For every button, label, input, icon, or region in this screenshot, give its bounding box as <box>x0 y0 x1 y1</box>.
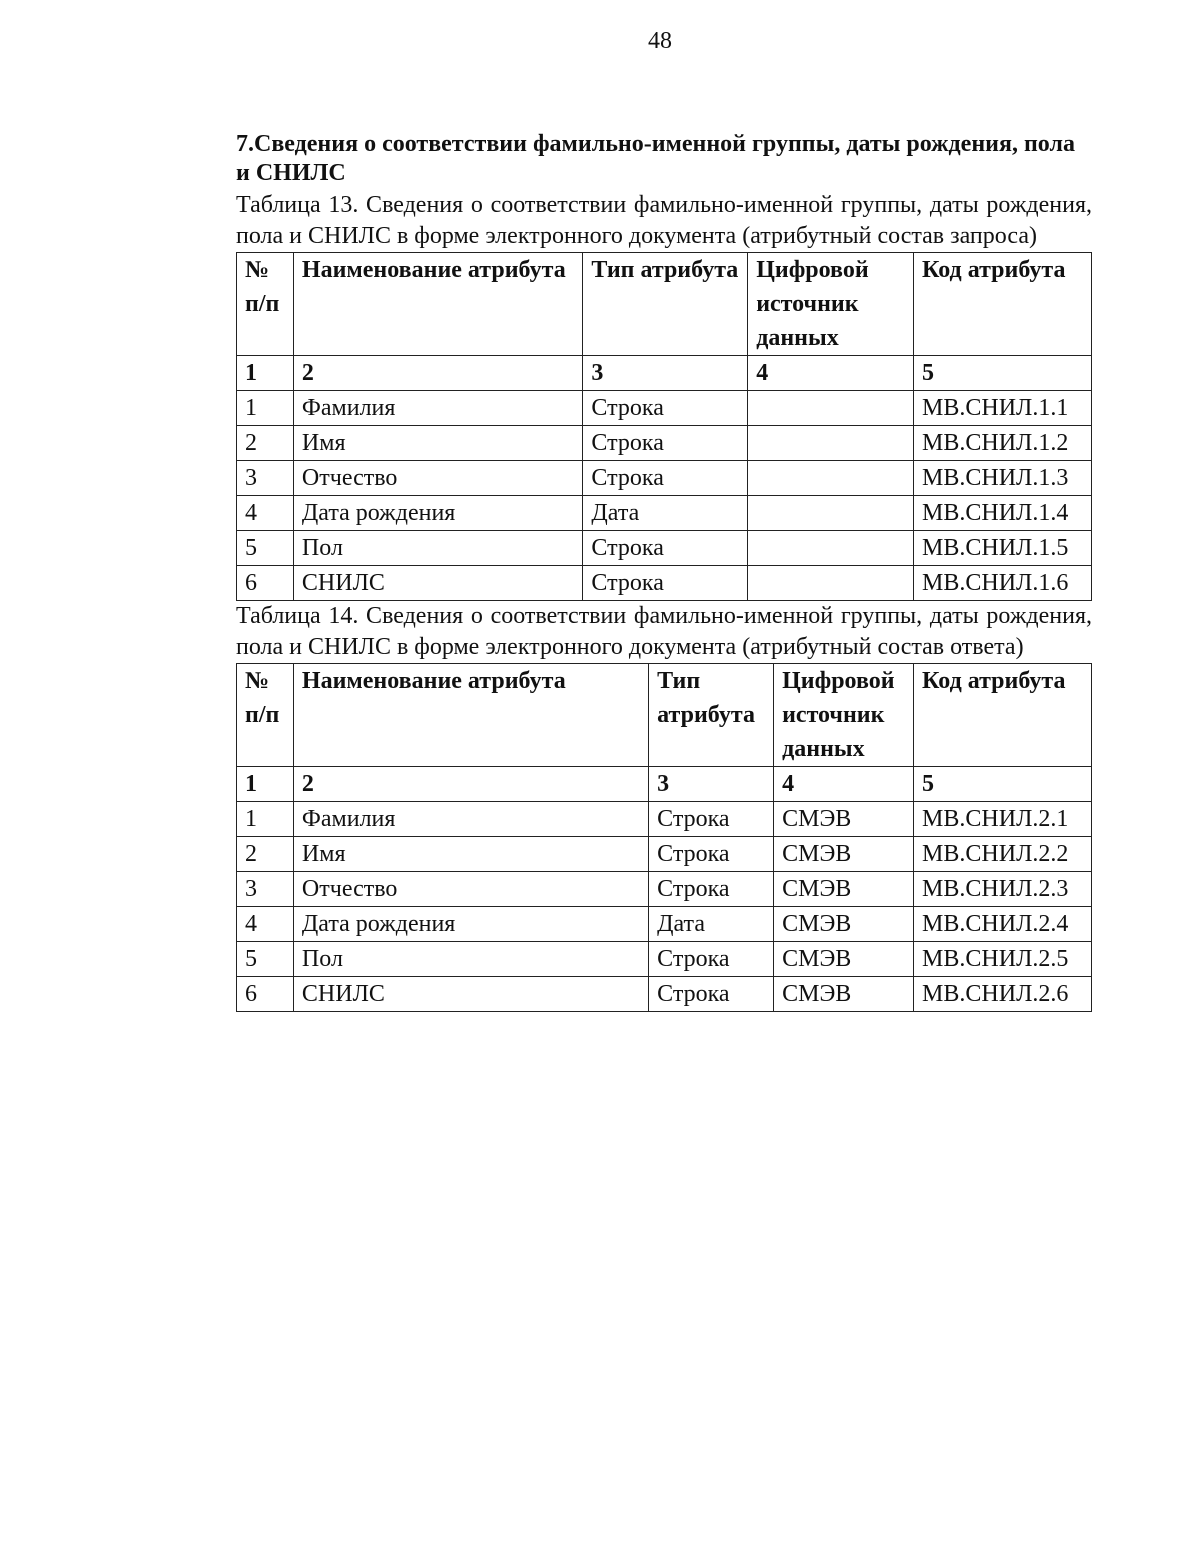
table-cell: МВ.СНИЛ.1.3 <box>914 461 1092 496</box>
column-number-cell: 4 <box>774 767 914 802</box>
column-number-cell: 5 <box>914 767 1092 802</box>
column-number-cell: 4 <box>748 356 914 391</box>
column-number-cell: 3 <box>649 767 774 802</box>
table-cell: СМЭВ <box>774 977 914 1012</box>
table-cell: Дата рождения <box>293 907 648 942</box>
table-cell: МВ.СНИЛ.2.2 <box>914 837 1092 872</box>
column-number-cell: 5 <box>914 356 1092 391</box>
section-title: 7.Сведения о соответствии фамильно-именной группы, даты рождения, пола и СНИЛС <box>236 131 1075 186</box>
table14-header-cell: № п/п <box>237 664 294 767</box>
table13 <box>236 252 1092 601</box>
table-row <box>237 977 1092 1012</box>
table-cell: 3 <box>237 872 294 907</box>
table-cell: МВ.СНИЛ.2.1 <box>914 802 1092 837</box>
table-cell: СНИЛС <box>293 977 648 1012</box>
table-cell: 1 <box>237 391 294 426</box>
table-cell: Строка <box>649 942 774 977</box>
table-cell <box>748 426 914 461</box>
table-cell: 2 <box>237 426 294 461</box>
table-cell: Строка <box>649 872 774 907</box>
table14-header-cell: Тип атрибута <box>649 664 774 767</box>
table-cell: 4 <box>237 496 294 531</box>
table-cell <box>748 461 914 496</box>
table-cell: Строка <box>583 461 748 496</box>
table13-header-row <box>237 253 1092 356</box>
table-cell: СМЭВ <box>774 872 914 907</box>
table-cell: МВ.СНИЛ.2.5 <box>914 942 1092 977</box>
table-cell: 4 <box>237 907 294 942</box>
table-row <box>237 566 1092 601</box>
table-row <box>237 942 1092 977</box>
table-cell: Имя <box>293 426 583 461</box>
table14-body <box>237 767 1092 1012</box>
table-row <box>237 907 1092 942</box>
table-cell: СМЭВ <box>774 942 914 977</box>
table13-header-cell: № п/п <box>237 253 294 356</box>
table13-body <box>237 356 1092 601</box>
document-body <box>236 130 1092 1012</box>
table-cell: Пол <box>293 531 583 566</box>
table-cell: Дата <box>649 907 774 942</box>
table-cell: Строка <box>583 391 748 426</box>
column-number-cell: 2 <box>293 767 648 802</box>
table-cell: МВ.СНИЛ.1.1 <box>914 391 1092 426</box>
table13-header-cell: Цифровой источник данных <box>748 253 914 356</box>
table14-caption: Таблица 14. Сведения о соответствии фамильно-именной группы, даты рождения, пола и СНИЛС в форме электронного документа (атрибутный состав ответа) <box>236 603 1092 660</box>
table14-header-cell: Наименование атрибута <box>293 664 648 767</box>
table-cell: Строка <box>583 426 748 461</box>
table13-header-cell: Код атрибута <box>914 253 1092 356</box>
table13-header-cell: Наименование атрибута <box>293 253 583 356</box>
table-cell: Дата <box>583 496 748 531</box>
table-row <box>237 531 1092 566</box>
column-number-cell: 3 <box>583 356 748 391</box>
table-cell: Строка <box>583 531 748 566</box>
table-cell: МВ.СНИЛ.1.6 <box>914 566 1092 601</box>
table-row <box>237 496 1092 531</box>
table13-column-number-row <box>237 356 1092 391</box>
table14-column-number-row <box>237 767 1092 802</box>
table-cell: 1 <box>237 802 294 837</box>
table-row <box>237 426 1092 461</box>
table-cell: 5 <box>237 531 294 566</box>
table-cell: Имя <box>293 837 648 872</box>
table14 <box>236 663 1092 1012</box>
table-cell: СМЭВ <box>774 907 914 942</box>
table-row <box>237 461 1092 496</box>
table-cell: СМЭВ <box>774 802 914 837</box>
table-cell: Отчество <box>293 872 648 907</box>
table-cell: МВ.СНИЛ.1.5 <box>914 531 1092 566</box>
table-cell: 2 <box>237 837 294 872</box>
table-cell: СНИЛС <box>293 566 583 601</box>
table-cell <box>748 531 914 566</box>
table-cell: Строка <box>583 566 748 601</box>
table-cell: 6 <box>237 566 294 601</box>
table-cell: МВ.СНИЛ.2.6 <box>914 977 1092 1012</box>
table-cell <box>748 391 914 426</box>
table-cell: Дата рождения <box>293 496 583 531</box>
table-cell: Строка <box>649 977 774 1012</box>
table-cell: Строка <box>649 837 774 872</box>
table-cell: Строка <box>649 802 774 837</box>
table-cell: Фамилия <box>293 802 648 837</box>
table-row <box>237 872 1092 907</box>
table-cell: 5 <box>237 942 294 977</box>
table-cell: 3 <box>237 461 294 496</box>
table14-header-cell: Код атрибута <box>914 664 1092 767</box>
table-cell: 6 <box>237 977 294 1012</box>
table-cell <box>748 566 914 601</box>
table-cell: СМЭВ <box>774 837 914 872</box>
table-row <box>237 802 1092 837</box>
table13-header-cell: Тип атрибута <box>583 253 748 356</box>
column-number-cell: 1 <box>237 767 294 802</box>
table-cell: Отчество <box>293 461 583 496</box>
table-cell: МВ.СНИЛ.1.2 <box>914 426 1092 461</box>
table-cell: МВ.СНИЛ.2.4 <box>914 907 1092 942</box>
table13-caption: Таблица 13. Сведения о соответствии фамильно-именной группы, даты рождения, пола и СНИЛС в форме электронного документа (атрибутный состав запроса) <box>236 192 1092 249</box>
table-cell <box>748 496 914 531</box>
table14-header-cell: Цифровой источник данных <box>774 664 914 767</box>
column-number-cell: 2 <box>293 356 583 391</box>
column-number-cell: 1 <box>237 356 294 391</box>
table-cell: МВ.СНИЛ.2.3 <box>914 872 1092 907</box>
table-cell: Фамилия <box>293 391 583 426</box>
table-row <box>237 391 1092 426</box>
table-row <box>237 837 1092 872</box>
table-cell: Пол <box>293 942 648 977</box>
table14-header-row <box>237 664 1092 767</box>
table-cell: МВ.СНИЛ.1.4 <box>914 496 1092 531</box>
page-number: 48 <box>648 28 672 54</box>
